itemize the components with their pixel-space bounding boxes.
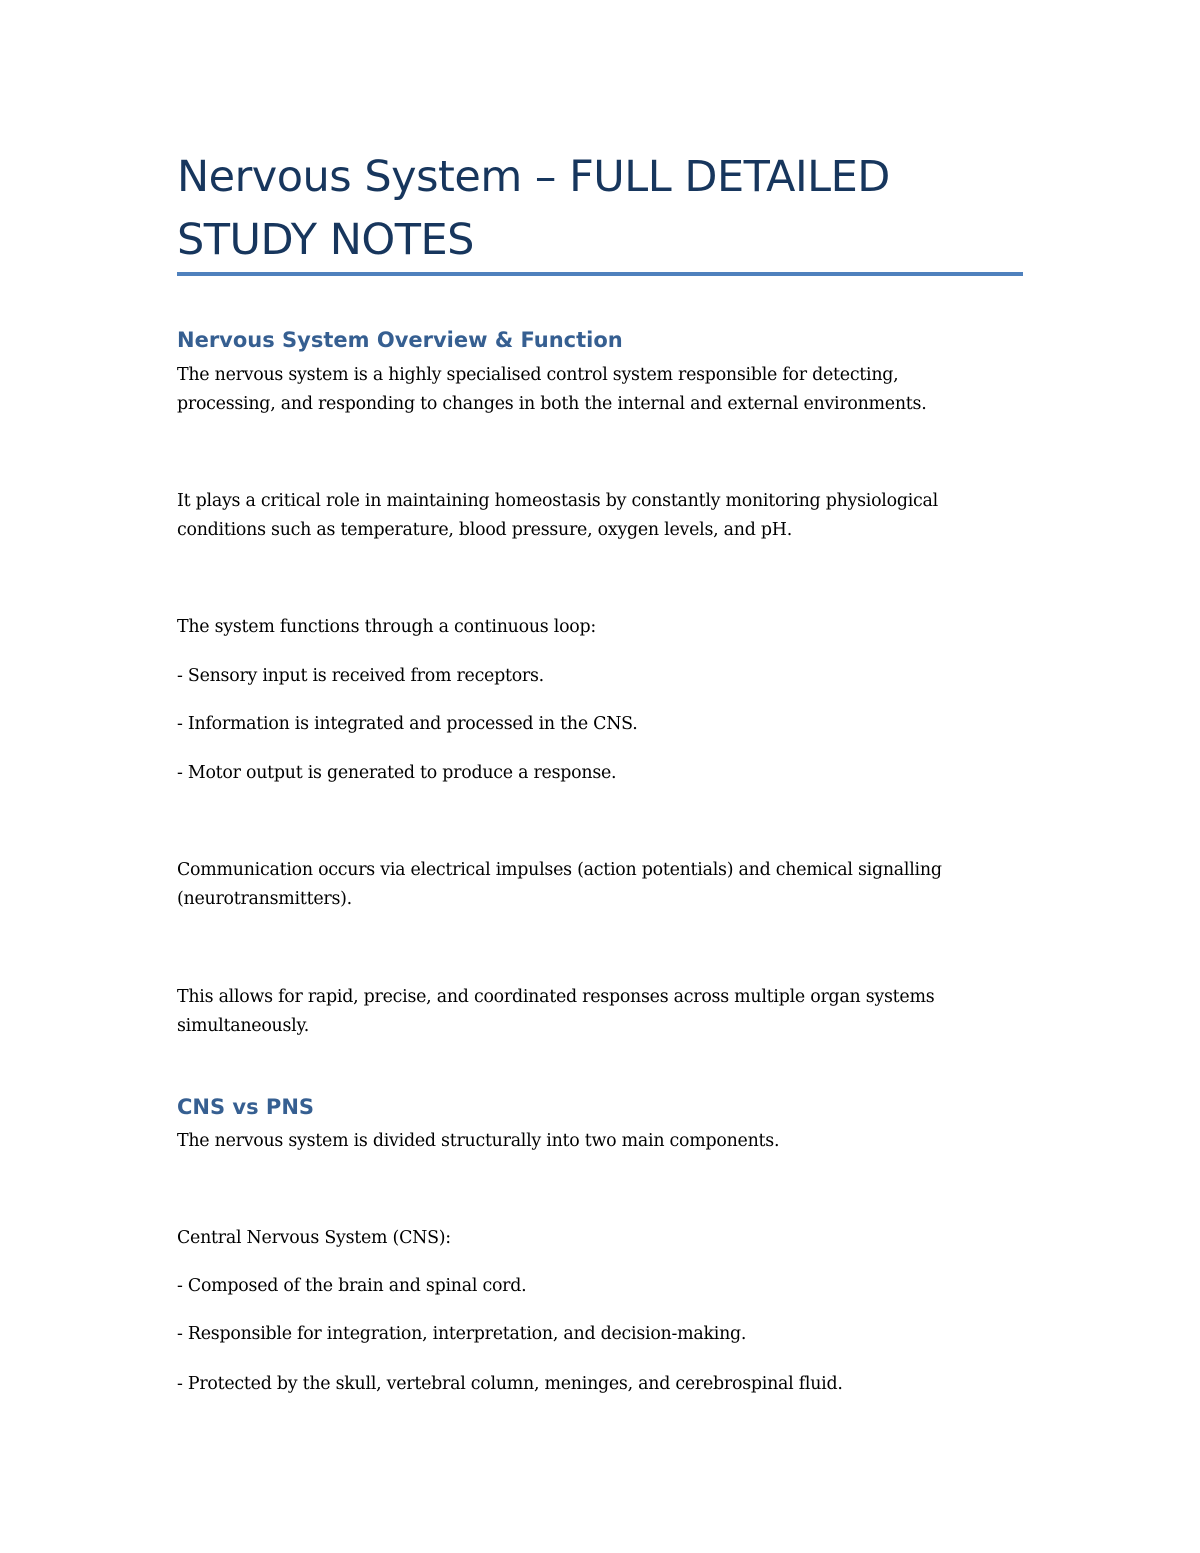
paragraph-line: - Composed of the brain and spinal cord. — [177, 1276, 527, 1296]
paragraph-line: The system functions through a continuous loop: — [177, 617, 596, 637]
paragraph-line: - Protected by the skull, vertebral column, meninges, and cerebrospinal fluid. — [177, 1374, 843, 1394]
paragraph-line: - Motor output is generated to produce a response. — [177, 763, 617, 783]
title-underline-rule — [177, 272, 1023, 276]
paragraph-line: conditions such as temperature, blood pressure, oxygen levels, and pH. — [177, 520, 792, 540]
paragraph-rapid-responses — [177, 983, 1007, 1041]
paragraph-line: - Responsible for integration, interpretation, and decision-making. — [177, 1324, 747, 1344]
title-line-2: STUDY NOTES — [177, 215, 474, 265]
paragraph-line: - Information is integrated and processed in the CNS. — [177, 714, 638, 734]
list-item-cns-responsibility — [177, 1320, 1007, 1349]
paragraph-line: Central Nervous System (CNS): — [177, 1228, 451, 1248]
paragraph-line: processing, and responding to changes in both the internal and external environments. — [177, 394, 927, 414]
paragraph-line: The nervous system is a highly specialised control system responsible for detecting, — [177, 365, 899, 385]
list-item-cns-composition — [177, 1272, 1007, 1301]
title-line-1: Nervous System – FULL DETAILED — [177, 152, 890, 202]
paragraph-line: - Sensory input is received from receptors. — [177, 666, 544, 686]
paragraph-line: It plays a critical role in maintaining homeostasis by constantly monitoring physiological — [177, 491, 938, 511]
paragraph-loop-intro — [177, 613, 1007, 642]
paragraph-overview-intro — [177, 361, 1007, 419]
paragraph-cns-label — [177, 1224, 1007, 1253]
page-title — [177, 146, 1023, 272]
paragraph-line: Communication occurs via electrical impulses (action potentials) and chemical signalling — [177, 860, 942, 880]
paragraph-line: simultaneously. — [177, 1016, 310, 1036]
list-item-sensory-input — [177, 662, 1007, 691]
section-heading-cns-vs-pns: CNS vs PNS — [177, 1095, 315, 1119]
list-item-cns-protection — [177, 1370, 1007, 1399]
list-item-integration — [177, 710, 1007, 739]
section-heading-overview: Nervous System Overview & Function — [177, 328, 623, 352]
paragraph-line: The nervous system is divided structurally into two main components. — [177, 1131, 780, 1151]
list-item-motor-output — [177, 759, 1007, 788]
paragraph-communication — [177, 856, 1007, 914]
paragraph-homeostasis — [177, 487, 1007, 545]
paragraph-line: This allows for rapid, precise, and coordinated responses across multiple organ systems — [177, 987, 935, 1007]
paragraph-line: (neurotransmitters). — [177, 889, 352, 909]
paragraph-cns-pns-intro — [177, 1127, 1007, 1156]
